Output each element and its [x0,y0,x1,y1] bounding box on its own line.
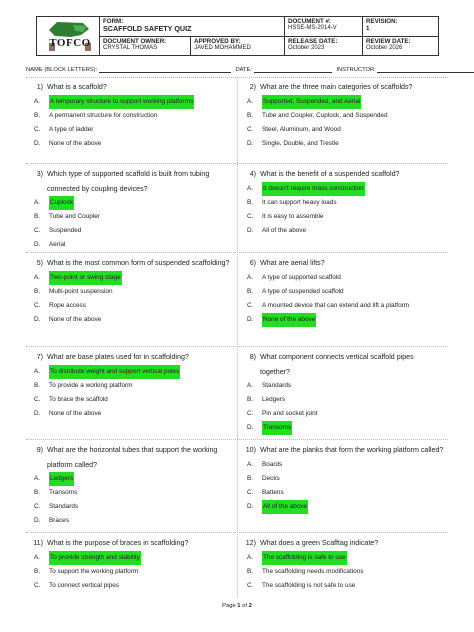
option-letter: C. [247,212,254,220]
option-letter: D. [247,315,254,323]
question-text-row [26,167,232,196]
answer-option[interactable] [247,551,445,565]
answer-option[interactable] [34,271,232,285]
correct-answer-highlight: A temporary structure to support working platforms [49,95,194,109]
question-text: What is a scaffold? [47,83,107,91]
review-label: REVIEW DATE: [366,37,411,45]
option-letter: B. [34,213,41,220]
form-label: FORM: [103,18,124,25]
question-block [239,256,445,327]
option-letter: D. [247,226,254,234]
option-letter: D. [34,409,41,417]
option-letter: D. [34,315,41,323]
option-letter: B. [34,489,41,496]
option-text: Braces [49,517,69,524]
question-text: What are the planks that form the working platform called? [260,446,444,454]
logo-text: TOFCO [49,37,91,49]
name-field[interactable] [99,67,231,73]
answer-option[interactable] [247,95,445,109]
option-text: A mounted device that can extend and lift a platform [262,301,410,309]
question-block [26,536,232,593]
answer-option[interactable] [34,137,232,151]
answer-option[interactable] [247,224,445,238]
option-letter: B. [34,287,41,295]
option-letter: D. [247,502,254,510]
option-text: Battens [262,488,284,496]
answer-option[interactable] [247,472,445,486]
option-letter: A. [34,273,41,281]
option-letter: D. [34,517,41,524]
row-divider [26,252,448,253]
option-letter: A. [247,184,254,192]
question-number: 9) [36,446,43,454]
answer-option[interactable] [247,500,445,514]
option-text: Pin and socket joint [262,410,318,417]
option-letter: A. [34,553,41,561]
answer-option[interactable] [247,407,445,421]
of-word: of [242,603,247,609]
answer-option[interactable] [34,579,232,593]
option-text: A permanent structure for construction [49,111,158,119]
row-divider [26,532,448,533]
question-block [239,350,445,435]
question-text-row [26,536,232,551]
option-letter: B. [247,111,254,119]
option-letter: B. [34,567,41,575]
question-text-row [239,256,445,271]
question-text-row [239,167,445,182]
doc-number-label: DOCUMENT #: [288,18,331,25]
option-letter: C. [247,301,254,309]
question-text: What component connects vertical scaffold pipes together? [260,353,414,376]
option-letter: A. [247,553,254,561]
option-text: Ledgers [262,396,286,403]
option-text: Decks [262,474,280,482]
option-letter: D. [34,241,41,248]
option-letter: A. [34,367,41,375]
answer-option[interactable] [34,224,232,238]
option-letter: C. [34,395,41,403]
question-text-row [239,350,445,379]
logo-cell [37,17,100,56]
name-label: NAME (BLOCK LETTERS): [26,67,98,73]
option-text: None of the above [49,315,102,323]
question-block [26,350,232,421]
option-text: Transoms [49,489,78,496]
option-text: Standards [262,382,292,389]
answer-option[interactable] [247,196,445,210]
option-letter: C. [34,581,41,589]
option-letter: D. [247,139,254,147]
option-letter: B. [34,111,41,119]
answer-option[interactable] [34,565,232,579]
doc-number-cell [285,17,363,37]
question-text-row [239,536,445,551]
question-text: What is the purpose of braces in scaffolding? [47,539,189,547]
option-letter: C. [247,488,254,496]
owner-approved-cell [100,36,285,56]
option-text: To provide a working platform [49,381,133,389]
answer-option[interactable] [34,514,232,528]
answer-option[interactable] [34,238,232,252]
correct-answer-highlight: Two-point or swing stage [49,271,122,285]
correct-answer-highlight: It doesn't require mass construction [262,182,365,196]
date-field[interactable] [254,67,332,73]
question-text: What is the benefit of a suspended scaffold? [260,170,400,178]
question-text: Which type of supported scaffold is built from tubing connected by coupling devices? [47,170,210,193]
option-letter: A. [247,382,254,389]
option-text: Aerial [49,241,66,248]
correct-answer-highlight: The scaffolding is safe to use [262,551,347,565]
question-block [239,443,445,514]
question-number: 1) [36,83,43,91]
answer-option[interactable] [34,500,232,514]
answer-option[interactable] [247,182,445,196]
option-text: A type of ladder [49,125,94,133]
instructor-label: INSTRUCTOR: [336,67,376,73]
option-letter: A. [247,460,254,468]
question-number: 3) [36,170,43,178]
option-text: Steel, Aluminum, and Wood [262,125,341,133]
question-number: 7) [36,353,43,361]
page-word: Page [222,603,236,609]
answer-option[interactable] [247,271,445,285]
question-text-row [26,350,232,365]
answer-option[interactable] [247,299,445,313]
document-header [36,16,439,56]
answer-option[interactable] [34,95,232,109]
option-text: Standards [49,503,79,510]
option-letter: A. [247,273,254,281]
question-block [26,80,232,151]
answer-option[interactable] [34,299,232,313]
option-letter: A. [34,475,41,482]
question-text: What are the horizontal tubes that support the working platform called? [47,446,218,469]
review-value: October 2026 [366,44,403,51]
option-text: A type of suspended scaffold [262,287,344,295]
question-text: What are aerial lifts? [260,259,325,267]
question-block [239,80,445,151]
approved-block [191,37,284,56]
option-letter: B. [247,198,254,206]
question-text: What does a green Scafftag indicate? [260,539,379,547]
approved-label: APPROVED BY: [194,37,241,45]
row-divider [26,439,448,440]
option-text: To connect vertical pipes [49,581,119,589]
option-letter: C. [34,503,41,510]
quiz-grid [26,77,448,597]
answer-option[interactable] [34,379,232,393]
option-letter: B. [247,396,254,403]
option-letter: C. [34,301,41,309]
name-date-instructor-line [26,67,450,73]
correct-answer-highlight: Transoms [262,421,292,435]
option-text: It is easy to assemble [262,212,324,220]
question-number: 2) [249,83,256,91]
answer-option[interactable] [34,486,232,500]
option-text: Suspended [49,227,82,234]
row-divider [26,77,448,78]
question-text-row [26,256,232,271]
question-text: What are base plates used for in scaffolding? [47,353,189,361]
option-letter: C. [34,125,41,133]
option-letter: C. [247,125,254,133]
question-number: 4) [249,170,256,178]
question-text-row [239,443,445,458]
answer-option[interactable] [247,123,445,137]
question-block [239,536,445,593]
option-letter: C. [247,581,254,589]
question-text: What is the most common form of suspended scaffolding? [47,259,230,267]
question-block [239,167,445,238]
correct-answer-highlight: Ledgers [49,472,74,486]
answer-option[interactable] [34,210,232,224]
option-letter: A. [34,199,41,206]
question-text-row [26,80,232,95]
question-number: 6) [249,259,256,267]
answer-option[interactable] [247,210,445,224]
option-text: Rope access [49,301,86,309]
answer-option[interactable] [34,365,232,379]
review-cell [363,36,439,56]
option-text: Multi-point suspension [49,287,113,295]
correct-answer-highlight: Cuplock [49,196,74,210]
date-label: DATE: [235,67,253,73]
release-value: October 2023 [288,44,325,51]
page-footer [0,603,474,609]
revision-label: REVISION: [366,18,398,25]
instructor-field[interactable] [377,67,474,73]
option-text: All of the above [262,226,307,234]
question-text-row [239,80,445,95]
page-total: 2 [248,603,252,609]
question-number: 12) [245,539,256,547]
question-number: 5) [36,259,43,267]
option-text: To support the working platform [49,567,139,575]
page-number: 1 [237,603,241,609]
revision-cell [363,17,439,37]
option-letter: D. [34,139,41,147]
option-text: None of the above [49,139,102,147]
question-block [26,167,232,252]
option-text: Tube and Coupler, Cuplock, and Suspended [262,111,388,119]
row-divider [26,163,448,164]
option-letter: B. [247,287,254,295]
answer-option[interactable] [247,421,445,435]
option-letter: D. [247,424,254,431]
answer-option[interactable] [34,407,232,421]
answer-option[interactable] [247,137,445,151]
doc-number-value: HSSE-MS-2014-V [288,25,337,31]
answer-option[interactable] [247,285,445,299]
answer-option[interactable] [34,313,232,327]
option-letter: B. [34,381,41,389]
option-text: The scaffolding is not safe to use [262,581,356,589]
row-divider [26,346,448,347]
answer-option[interactable] [247,579,445,593]
option-text: A type of supported scaffold [262,273,341,281]
option-text: Tube and Coupler [49,213,100,220]
option-text: Boards [262,460,283,468]
answer-option[interactable] [34,123,232,137]
option-letter: C. [247,410,254,417]
release-cell [285,36,363,56]
form-cell [100,17,285,37]
column-divider [237,77,238,597]
answer-option[interactable] [247,486,445,500]
correct-answer-highlight: None of the above [262,313,316,327]
answer-option[interactable] [34,393,232,407]
option-text: It can support heavy loads [262,198,337,206]
owner-block [100,37,191,56]
question-number: 8) [249,353,256,361]
question-text-row [26,443,232,472]
answer-option[interactable] [247,565,445,579]
answer-option[interactable] [34,285,232,299]
correct-answer-highlight: Supported, Suspended, and Aerial [262,95,361,109]
option-letter: B. [247,567,254,575]
correct-answer-highlight: To distribute weight and support vertical poles [49,365,180,379]
option-letter: A. [247,97,254,105]
answer-option[interactable] [247,109,445,123]
question-text: What are the three main categories of scaffolds? [260,83,413,91]
option-letter: B. [247,474,254,482]
correct-answer-highlight: All of the above [262,500,308,514]
option-text: Single, Double, and Trestle [262,139,339,147]
answer-option[interactable] [34,551,232,565]
revision-value: 1 [366,25,370,32]
form-value: SCAFFOLD SAFETY QUIZ [103,24,192,33]
answer-option[interactable] [34,109,232,123]
answer-option[interactable] [247,393,445,407]
option-text: The scaffolding needs modifications [262,567,364,575]
question-number: 11) [33,539,43,547]
answer-option[interactable] [34,196,232,210]
question-block [26,256,232,327]
answer-option[interactable] [247,313,445,327]
question-number: 10) [245,446,256,454]
tofco-logo [43,21,97,53]
option-text: To brace the scaffold [49,395,108,403]
option-letter: C. [34,227,41,234]
correct-answer-highlight: To provide strength and stability [49,551,141,565]
approved-value: JAVED MOHAMMED [194,44,251,51]
answer-option[interactable] [247,458,445,472]
question-block [26,443,232,528]
owner-value: CRYSTAL THOMAS [103,44,158,51]
answer-option[interactable] [247,379,445,393]
option-letter: A. [34,97,41,105]
answer-option[interactable] [34,472,232,486]
release-label: RELEASE DATE: [288,37,338,45]
owner-label: DOCUMENT OWNER: [103,37,167,45]
option-text: None of the above [49,409,102,417]
